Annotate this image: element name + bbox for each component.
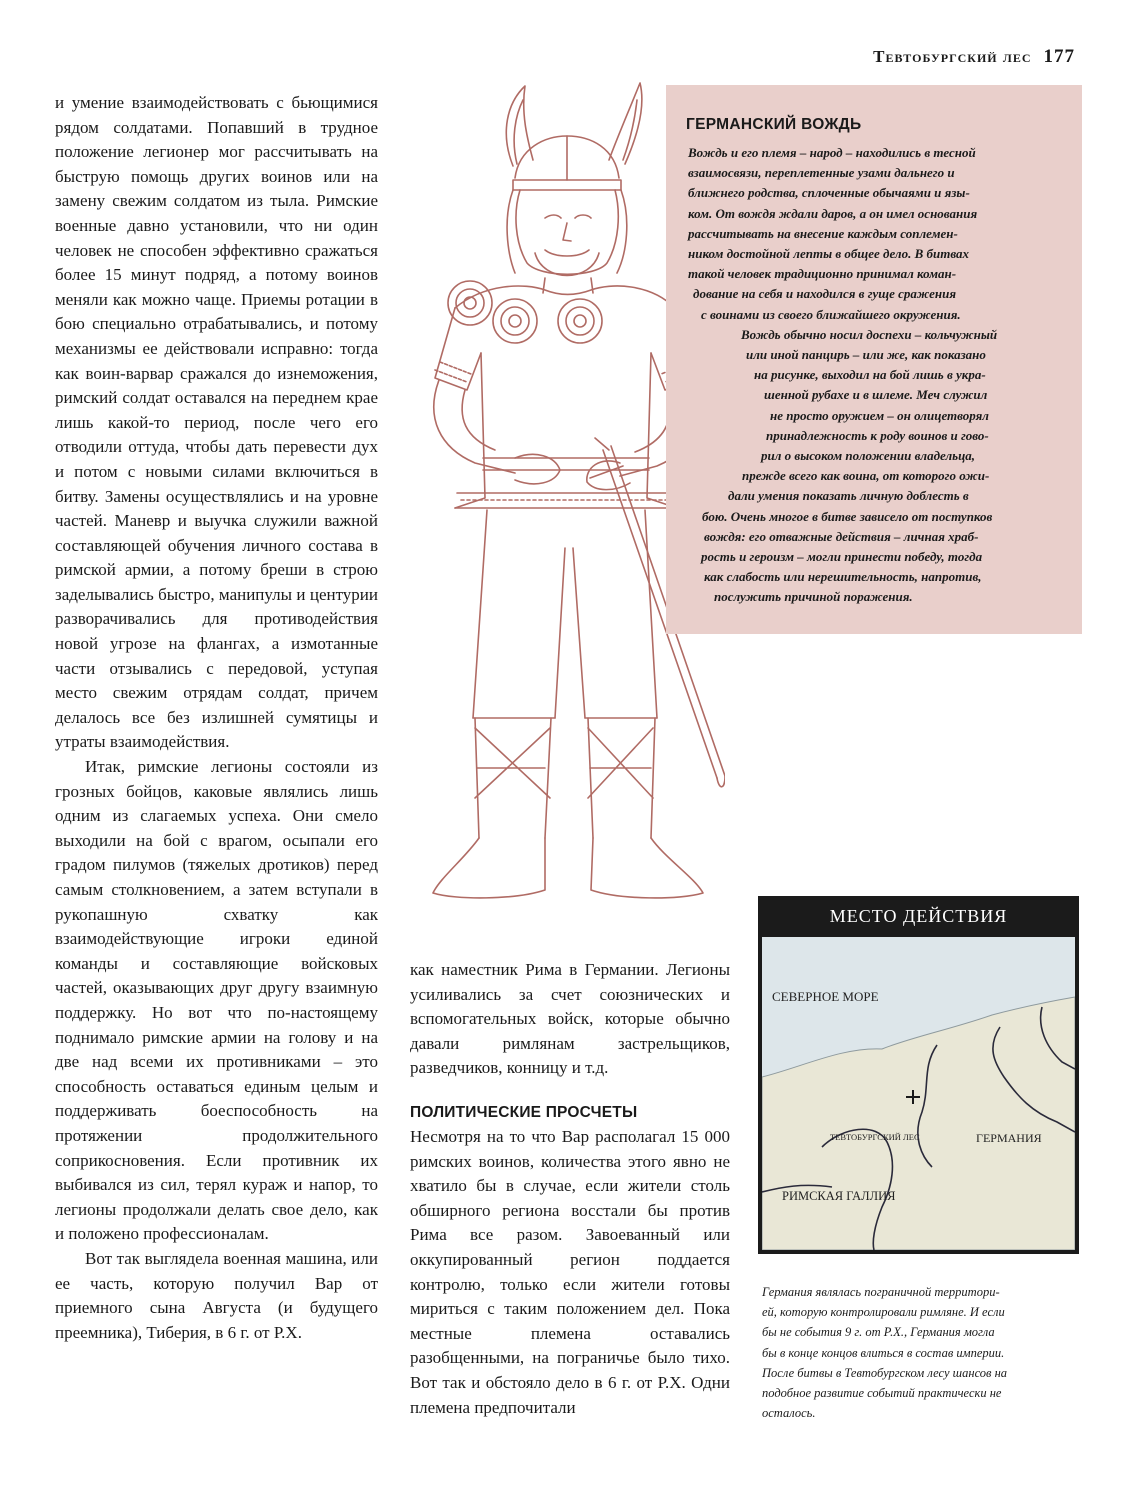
- map-label-north-sea: СЕВЕРНОЕ МОРЕ: [772, 989, 879, 1004]
- sidebar-text-line: прежде всего как воина, от которого ожи-: [742, 468, 990, 484]
- sidebar-text-line: принадлежность к роду воинов и гово-: [766, 427, 989, 443]
- sidebar-text-line: или иной панцирь – или же, как показано: [746, 347, 986, 362]
- sidebar-text-line: ком. От вождя ждали даров, а он имел основания: [688, 205, 978, 221]
- caption-line: Германия являлась пограничной территори-: [762, 1285, 1000, 1299]
- sidebar-text-line: такой человек традиционно принимал коман-: [688, 266, 957, 282]
- sidebar-text-line: ником достойной лепты в общее дело. В битвах: [688, 246, 970, 261]
- section-heading: ПОЛИТИЧЕСКИЕ ПРОСЧЕТЫ: [410, 1103, 638, 1121]
- sidebar-germanic-chief: [666, 85, 1082, 634]
- sidebar-text-line: с воинами из своего ближайшего окружения.: [701, 306, 961, 322]
- page-number: 177: [1043, 46, 1075, 67]
- caption-line: бы в конце концов влиться в состав империи.: [762, 1345, 1005, 1360]
- sidebar-text-line: вождя: его отважные действия – личная храб-: [704, 528, 979, 544]
- map-label-gaul: РИМСКАЯ ГАЛЛИЯ: [782, 1189, 896, 1203]
- paragraph: Несмотря на то что Вар располагал 15 000 римских воинов, количества этого явно не хватило бы в случае, если жители столь обширного региона восстали бы против Рима все разом. Завоеванный или оккупированный регион поддается контролю, только если жители готовы мириться с таким положением дел. Пока местные племена оставались разобщенными, на пограничье было тихо. Вот так и обстояло дело в 6 г. от Р.Х. Одни племена предпочитали: [410, 1126, 730, 1417]
- sidebar-text-line: дование на себя и находился в гуще сражения: [693, 286, 957, 302]
- sidebar-text-line: как слабость или нерешительность, напротив,: [704, 569, 982, 585]
- sidebar-text-line: не просто оружием – он олицетворял: [770, 407, 989, 423]
- sidebar-title: ГЕРМАНСКИЙ ВОЖДЬ: [686, 116, 862, 133]
- map-title: МЕСТО ДЕЙСТВИЯ: [829, 906, 1008, 926]
- caption-line: осталось.: [762, 1406, 816, 1421]
- sidebar-text-line: послужить причиной поражения.: [714, 589, 913, 605]
- paragraph: Итак, римские легионы состояли из грозных бойцов, каковые являлись лишь одним из слагаемых успеха. Они смело выходили на бой с врагом, осыпали его градом пилумов (тяжелых дротиков) перед самым столкновением, а затем вступали в рукопашную схватку как взаимодействующие игроки единой команды и составляющие войсковых частей, оказывающих друг другу взаимную поддержку. Но вот что по-настоящему поднимало римские армии на голову и на две над всеми их противниками – это способность оставаться единым целым и поддерживать боеспособность на протяжении продолжительного соприкосновения. Если противник их выбивался из сил, терял кураж и напор, то легионы продолжали делать свое дело, как и положено профессионалам.: [55, 757, 378, 1244]
- text-column-left: [55, 91, 378, 1345]
- text-column-middle: [410, 958, 730, 1420]
- sidebar-text-line: на рисунке, выходил на бой лишь в укра-: [754, 367, 986, 383]
- location-map: [758, 896, 1079, 1254]
- sidebar-text-line: взаимосвязи, переплетенные узами дальнего и: [688, 165, 955, 181]
- sidebar-text-line: рассчитывать на внесение каждым соплемен-: [688, 225, 958, 241]
- paragraph: Вот так выглядела военная машина, или ее часть, которую получил Вар от приемного сына Августа (и будущего преемника), Тиберия, в 6 г. от Р.Х.: [55, 1248, 378, 1342]
- sidebar-text-line: бою. Очень многое в битве зависело от поступков: [702, 508, 993, 524]
- map-caption: [762, 1282, 1080, 1423]
- sidebar-text-line: рил о высоком положении владельца,: [761, 448, 976, 463]
- sidebar-text-line: шенной рубахе и в шлеме. Меч служил: [764, 387, 988, 403]
- caption-line: подобное развитие событий практически не: [762, 1386, 1002, 1401]
- map-label-germany: ГЕРМАНИЯ: [976, 1131, 1042, 1145]
- map-label-forest: ТЕВТОБУРГСКИЙ ЛЕС: [830, 1132, 920, 1142]
- sidebar-text-line: дали умения показать личную доблесть в: [728, 488, 969, 504]
- sidebar-text-line: Вождь обычно носил доспехи – кольчужный: [741, 326, 998, 342]
- running-head: [873, 46, 1075, 68]
- paragraph: как наместник Рима в Германии. Легионы усиливались за счет союзнических и вспомогательных войск, которые обычно давали римлянам застрельщиков, разведчиков, конницу и т.д.: [410, 960, 730, 1078]
- caption-line: ей, которую контролировали римляне. И если: [762, 1305, 1005, 1320]
- caption-line: После битвы в Тевтобургском лесу шансов на: [762, 1365, 1008, 1380]
- sidebar-text-line: ближнего родства, сплоченные обычаями и язы-: [688, 185, 970, 201]
- sidebar-text-line: рость и героизм – могли принести победу, тогда: [701, 549, 983, 564]
- running-head-title: Тевтобургский лес: [873, 47, 1032, 66]
- sidebar-text-line: Вождь и его племя – народ – находились в тесной: [688, 145, 976, 160]
- map-area: [762, 937, 1075, 1250]
- caption-line: бы не события 9 г. от Р.Х., Германия могла: [762, 1325, 995, 1340]
- paragraph: и умение взаимодействовать с бьющимися рядом солдатами. Попавший в трудное положение легионер мог рассчитывать на быструю помощь других воинов или на замену свежим солдатом из тыла. Римские военные давно установили, что ни один человек не способен эффективно сражаться более 15 минут подряд, а потому воинов меняли как можно чаще. Приемы ротации в бою специально отрабатывались, и потому механизмы ее действовали исправно: тогда как воин-варвар сражался до изнеможения, римский солдат оставался на переднем крае лишь какой-то период, после чего его отводили оттуда, чтобы дать перевести дух и потом с новыми силами включиться в битву. Замены осуществлялись и на уровне частей. Маневр и выучка служили важной составляющей обучения личного состава в римской армии, а потому бреши в строю заделывались быстро, манипулы и центурии разворачивались для противодействия новой угрозе на флангах, а измотанные части отзывались с передовой, уступая место свежим отрядам солдат, причем делалось все без излишней сумятицы и утраты взаимодействия.: [55, 93, 378, 752]
